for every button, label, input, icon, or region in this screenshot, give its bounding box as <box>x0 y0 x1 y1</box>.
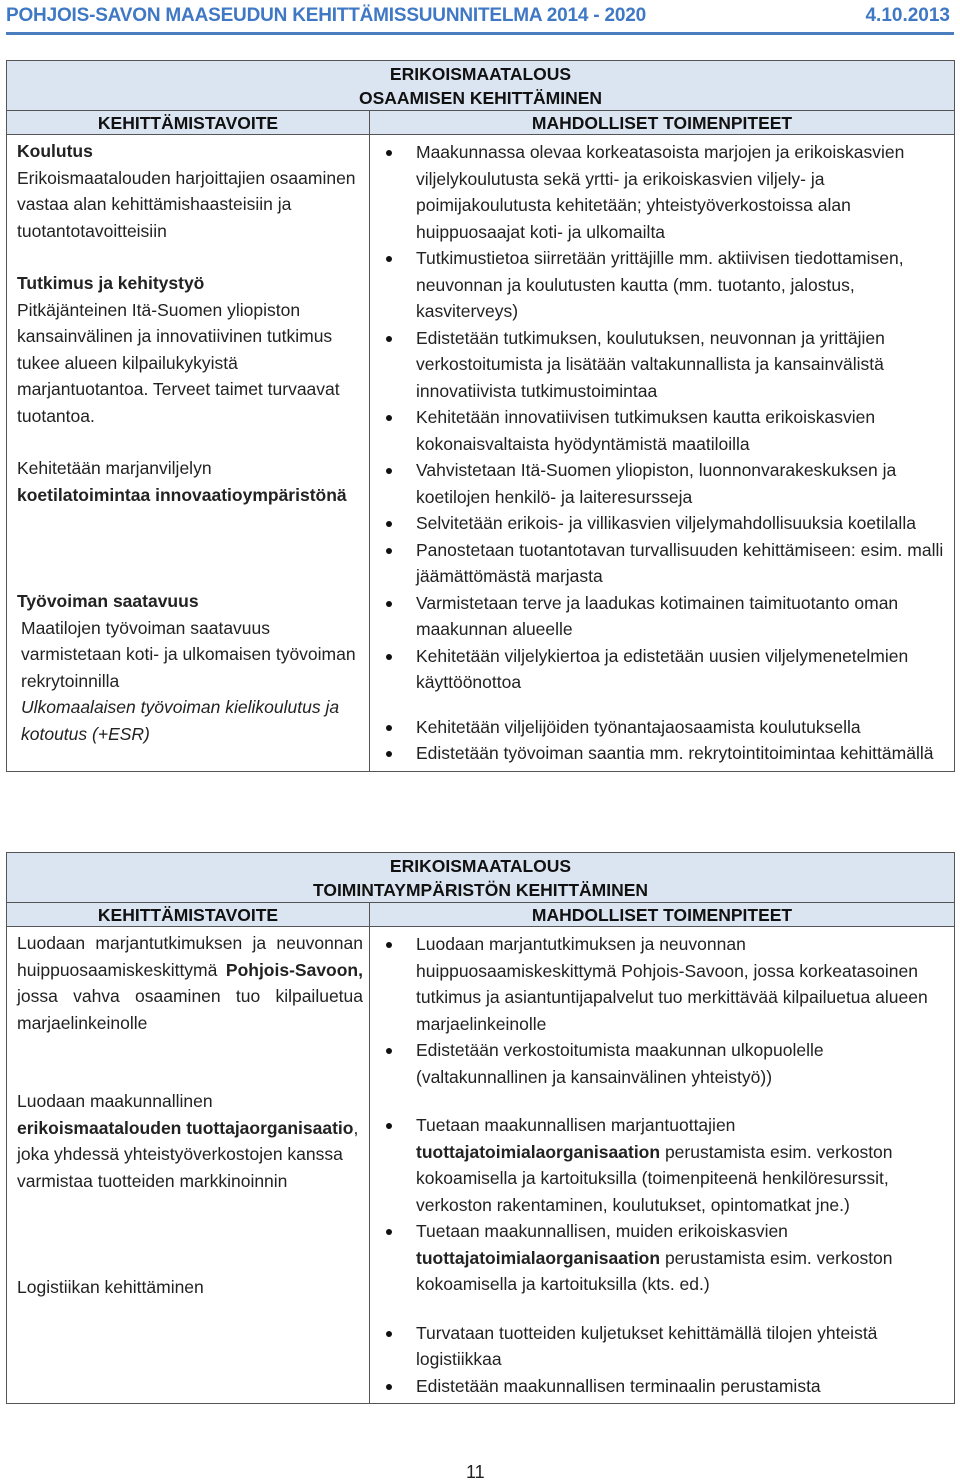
goal-huippuosaamiskeskittyma <box>17 930 363 1036</box>
goal-text-italic: Ulkomaalaisen työvoiman kielikoulutus ja kotoutus (+ESR) <box>21 697 340 744</box>
goal-text: Erikoismaatalouden harjoittajien osaaminen vastaa alan kehittämishaasteisiin ja tuotantotavoitteisiin <box>17 167 356 241</box>
goal-koulutus <box>17 138 363 244</box>
bullet-icon <box>386 415 392 421</box>
column-header-actions: MAHDOLLISET TOIMENPITEET <box>370 111 955 135</box>
section-heading-line1: ERIKOISMAATALOUS <box>389 856 572 876</box>
table-toimintaympariston-kehittaminen <box>6 852 955 1404</box>
spacer <box>376 1298 950 1320</box>
table-section-heading <box>7 61 955 111</box>
action-item: Tutkimustietoa siirretään yrittäjille mm. aktiivisen tiedottamisen, neuvonnan ja koulutusten kautta (mm. tuotanto, jalostus, kasviterveys) <box>376 245 950 325</box>
actions-cell <box>370 135 955 772</box>
action-item: Maakunnassa olevaa korkeatasoista marjojen ja erikoiskasvien viljelykoulutusta sekä yrtti- ja erikoiskasvien viljely- ja poimijakoulutusta kehitetään; yhteistyöverkostoissa alan huippuosaajat koti- ja ulkomailta <box>376 139 950 245</box>
goal-text: Luodaan maakunnallinen erikoismaatalouden tuottajaorganisaatio, joka yhdessä yhteistyöverkostojen kanssa varmistaa tuotteiden markkinoinnin <box>17 1091 359 1191</box>
goal-tuottajaorganisaatio <box>17 1088 363 1194</box>
action-item: Luodaan marjantutkimuksen ja neuvonnan huippuosaamiskeskittymä Pohjois-Savoon, jossa korkeatasoinen tutkimus ja asiantuntijapalvelut tuo merkittävää kilpailuetua alueen marjaelinkeinolle <box>376 931 950 1037</box>
goals-cell <box>7 927 370 1404</box>
section-heading-line2: OSAAMISEN KEHITTÄMINEN <box>358 88 603 108</box>
goal-logistiikka <box>17 1274 363 1301</box>
bullet-icon <box>386 336 392 342</box>
action-item: Vahvistetaan Itä-Suomen yliopiston, luonnonvarakeskuksen ja koetilojen henkilö- ja laiteresursseja <box>376 457 950 510</box>
table-section-heading <box>7 853 955 903</box>
header-divider <box>6 32 954 35</box>
bullet-icon <box>386 654 392 660</box>
section-heading-line1: ERIKOISMAATALOUS <box>389 64 572 84</box>
goal-koetila <box>17 455 363 508</box>
bullet-icon <box>386 1048 392 1054</box>
bullet-icon <box>386 942 392 948</box>
goal-text: Maatilojen työvoiman saatavuus varmistetaan koti- ja ulkomaisen työvoiman rekrytoinnilla <box>21 617 356 691</box>
action-item: Turvataan tuotteiden kuljetukset kehittämällä tilojen yhteistä logistiikkaa <box>376 1320 950 1373</box>
goal-tutkimus <box>17 270 363 429</box>
action-item: Selvitetään erikois- ja villikasvien viljelymahdollisuuksia koetilalla <box>376 510 950 537</box>
page-header <box>6 4 954 30</box>
bullet-icon <box>386 751 392 757</box>
goal-text: Luodaan marjantutkimuksen ja neuvonnan huippuosaamiskeskittymä Pohjois-Savoon, jossa vahva osaaminen tuo kilpailuetua marjaelinkeinolle <box>17 933 363 1033</box>
action-item: Kehitetään viljelykiertoa ja edistetään uusien viljelymenetelmien käyttöönottoa <box>376 643 950 696</box>
document-date: 4.10.2013 <box>865 5 950 26</box>
document-title: POHJOIS-SAVON MAASEUDUN KEHITTÄMISSUUNNITELMA 2014 - 2020 <box>6 5 646 26</box>
section-heading-line2: TOIMINTAYMPÄRISTÖN KEHITTÄMINEN <box>312 880 649 900</box>
bullet-icon <box>386 1229 392 1235</box>
action-item: Tuetaan maakunnallisen marjantuottajien tuottajatoimialaorganisaation perustamista esim. verkoston kokoamisella ja kartoituksilla (toimenpiteenä henkilöresurssit, verkoston rakentaminen, koulutukset, opintomatkat jne.) <box>376 1112 950 1218</box>
page-number: 11 <box>466 1462 485 1482</box>
bullet-icon <box>386 1331 392 1337</box>
table-osaamisen-kehittaminen <box>6 60 955 772</box>
goal-text: Logistiikan kehittäminen <box>17 1277 204 1297</box>
goals-cell <box>7 135 370 772</box>
bullet-icon <box>386 150 392 156</box>
goal-title: Koulutus <box>17 141 93 161</box>
goal-text: Kehitetään marjanviljelyn <box>17 458 212 478</box>
actions-list <box>376 139 950 767</box>
column-header-goal: KEHITTÄMISTAVOITE <box>7 111 370 135</box>
bullet-icon <box>386 1123 392 1129</box>
bullet-icon <box>386 468 392 474</box>
actions-list <box>376 931 950 1399</box>
action-item: Varmistetaan terve ja laadukas kotimainen taimituotanto oman maakunnan alueelle <box>376 590 950 643</box>
action-item: Edistetään työvoiman saantia mm. rekrytointitoimintaa kehittämällä <box>376 740 950 767</box>
bullet-icon <box>386 725 392 731</box>
goal-text-bold: koetilatoimintaa innovaatioympäristönä <box>17 484 347 505</box>
bullet-icon <box>386 601 392 607</box>
action-item: Edistetään verkostoitumista maakunnan ulkopuolelle (valtakunnallinen ja kansainvälinen yhteistyö)) <box>376 1037 950 1090</box>
bullet-icon <box>386 1384 392 1390</box>
bullet-icon <box>386 548 392 554</box>
bullet-icon <box>386 256 392 262</box>
action-item: Kehitetään viljelijöiden työnantajaosaamista koulutuksella <box>376 714 950 741</box>
spacer <box>376 696 950 714</box>
goal-text: Pitkäjänteinen Itä-Suomen yliopiston kansainvälinen ja innovatiivinen tutkimus tukee alueen kilpailukykyistä marjantuotantoa. Terveet taimet turvaavat tuotantoa. <box>17 299 340 426</box>
goal-tyovoima <box>17 588 363 747</box>
bullet-icon <box>386 521 392 527</box>
goal-title: Työvoiman saatavuus <box>17 591 199 611</box>
column-header-goal: KEHITTÄMISTAVOITE <box>7 903 370 927</box>
action-item: Tuetaan maakunnallisen, muiden erikoiskasvien tuottajatoimialaorganisaation perustamista esim. verkoston kokoamisella ja kartoituksilla (kts. ed.) <box>376 1218 950 1298</box>
action-item: Edistetään tutkimuksen, koulutuksen, neuvonnan ja yrittäjien verkostoitumista ja lisätään valtakunnallista ja kansainvälistä innovatiivista tutkimustoimintaa <box>376 325 950 405</box>
actions-cell <box>370 927 955 1404</box>
spacer <box>376 1090 950 1112</box>
action-item: Panostetaan tuotantotavan turvallisuuden kehittämiseen: esim. malli jäämättömästä marjasta <box>376 537 950 590</box>
column-header-actions: MAHDOLLISET TOIMENPITEET <box>370 903 955 927</box>
action-item: Kehitetään innovatiivisen tutkimuksen kautta erikoiskasvien kokonaisvaltaista hyödyntämistä maatiloilla <box>376 404 950 457</box>
action-item: Edistetään maakunnallisen terminaalin perustamista <box>376 1373 950 1400</box>
goal-title: Tutkimus ja kehitystyö <box>17 273 205 293</box>
